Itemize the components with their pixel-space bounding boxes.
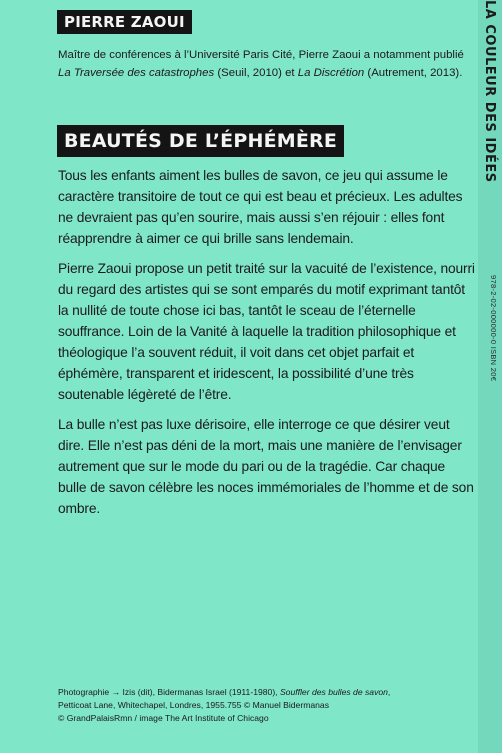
series-title: LA COULEUR DES IDÉES (482, 0, 497, 183)
book-title-2: La Discrétion (297, 67, 365, 79)
credits-line-1: Photographie → Izis (dit), Bidermanas Israel (1911-1980), Souffler des bulles de savon, (58, 687, 391, 697)
blurb (58, 165, 476, 528)
artwork-title: Souffler des bulles de savon (279, 687, 388, 697)
author-name-label: PIERRE ZAOUI (57, 10, 192, 34)
isbn-codes: 978-2-02-000000-0 ISBN 20€ (489, 275, 498, 382)
credits-line-2: Petticoat Lane, Whitechapel, Londres, 1955.755 © Manuel Bidermanas (58, 700, 329, 710)
credits-line-3: © GrandPalaisRmn / image The Art Institute of Chicago (58, 713, 269, 723)
photo-credits (58, 686, 478, 725)
author-bio-text: Maître de conférences à l’Université Paris Cité, Pierre Zaoui a notamment publié La Traversée des catastrophes (Seuil, 2010) et La Discrétion (Autrement, 2013). (58, 49, 464, 79)
blurb-paragraph-3: La bulle n’est pas luxe dérisoire, elle interroge ce que désirer veut dire. Elle n’est pas déni de la mort, mais une manière de l’envisager autrement que sur le mode du pari ou de la tragédie. Car chaque bulle de savon célèbre les noces immémoriales de l’homme et de son ombre. (58, 417, 474, 516)
blurb-paragraph-1: Tous les enfants aiment les bulles de savon, ce jeu qui assume le caractère transitoire de tout ce qui est beau et précieux. Les adultes ne devraient pas qu’en sourire, mais aussi s’en réjouir : elles font réapprendre à aimer ce qui brille sans lendemain. (58, 168, 463, 246)
blurb-paragraph-2: Pierre Zaoui propose un petit traité sur la vacuité de l’existence, nourri du regard des artistes qui se sont emparés du motif exprimant tantôt la nullité de toute chose ici bas, tantôt le sceau de l’éternelle souffrance. Loin de la Vanité à laquelle la tradition philosophique et théologique l’a souvent réduit, il voit dans cet objet parfait et éphémère, transparent et iridescent, la possibilité d’une très soutenable légèreté de l’être. (58, 261, 475, 402)
book-title-1: La Traversée des catastrophes (58, 67, 215, 79)
book-spine (478, 0, 502, 753)
book-title-label: BEAUTÉS DE L’ÉPHÉMÈRE (57, 125, 344, 157)
author-bio (58, 46, 476, 82)
